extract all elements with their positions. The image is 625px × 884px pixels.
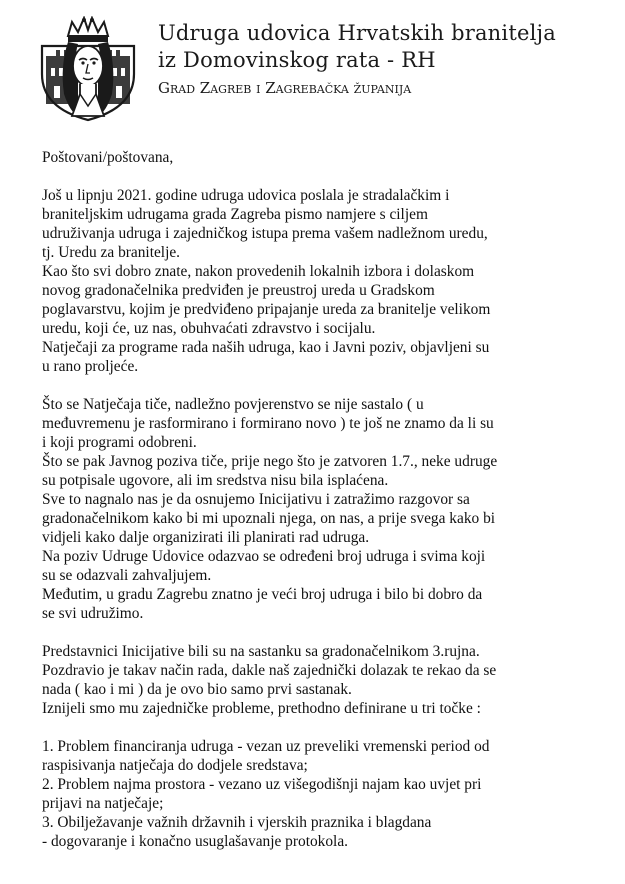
text-line: poglavarstvu, kojim je predviđeno pripajanje ureda za branitelje velikom [42,301,491,318]
text-line: i koji programi odobreni. [42,434,197,451]
text-line: međuvremenu je rasformirano i formirano novo ) te još ne znamo da li su [42,415,494,432]
text-line: novog gradonačelnika predviđen je preustroj ureda u Gradskom [42,282,435,299]
text-line: Što se Natječaja tiče, nadležno povjerenstvo se nije sastalo ( u [42,396,424,413]
text-line: se svi udružimo. [42,605,144,622]
org-name-line-2: iz Domovinskog rata - RH [158,48,436,72]
list-item: raspisivanja natječaja do dodjele sredstava; [42,757,308,774]
text-line: Iznijeli smo mu zajedničke probleme, prethodno definirane u tri točke : [42,700,481,717]
problem-list [42,737,602,851]
text-line: Natječaji za programe rada naših udruga, kao i Javni poziv, objavljeni su [42,339,490,356]
list-item: 1. Problem financiranja udruga - vezan uz preveliki vremenski period od [42,738,490,755]
letterhead [158,20,618,99]
paragraph-3 [42,642,602,718]
text-line: Predstavnici Inicijative bili su na sastanku sa gradonačelnikom 3.rujna. [42,643,480,660]
org-location: Grad Zagreb i Zagrebačka županija [158,79,412,97]
text-line: u rano proljeće. [42,358,139,375]
list-item: - dogovaranje i konačno usuglašavanje protokola. [42,833,349,850]
list-item: prijavi na natječaje; [42,795,164,812]
text-line: braniteljskim udrugama grada Zagreba pismo namjere s ciljem [42,206,428,223]
text-line: su se odazvali zahvaljujem. [42,567,212,584]
salutation: Poštovani/poštovana, [42,149,174,166]
text-line: Međutim, u gradu Zagrebu znatno je veći broj udruga i bilo bi dobro da [42,586,483,603]
text-line: Sve to nagnalo nas je da osnujemo Inicijativu i zatražimo razgovor sa [42,491,470,508]
text-line: Što se pak Javnog poziva tiče, prije nego što je zatvoren 1.7., neke udruge [42,453,498,470]
text-line: Još u lipnju 2021. godine udruga udovica poslala je stradalačkim i [42,187,450,204]
list-item: 3. Obilježavanje važnih državnih i vjerskih praznika i blagdana [42,814,432,831]
text-line: tj. Uredu za branitelje. [42,244,181,261]
paragraph-2 [42,395,602,623]
paragraph-1 [42,186,602,376]
text-line: Pozdravio je takav način rada, dakle naš zajednički dolazak te rekao da se [42,662,497,679]
crowned-head-shield-icon [34,16,142,124]
org-name-line-1: Udruga udovica Hrvatskih branitelja [158,21,556,45]
text-line: udruživanja udruga i zajedničkog istupa prema vašem nadležnom uredu, [42,225,488,242]
text-line: uredu, koji će, uz nas, obuhvaćati zdravstvo i socijalu. [42,320,376,337]
text-line: su potpisale ugovore, ali im sredstva nisu bila isplaćena. [42,472,389,489]
list-item: 2. Problem najma prostora - vezano uz višegodišnji najam kao uvjet pri [42,776,482,793]
text-line: nada ( kao i mi ) da je ovo bio samo prvi sastanak. [42,681,352,698]
text-line: vidjeli kako dalje organizirati ili planirati rad udruga. [42,529,370,546]
text-line: Na poziv Udruge Udovice odazvao se određeni broj udruga i svima koji [42,548,486,565]
text-line: gradonačelnikom kako bi mi upoznali njega, on nas, a prije svega kako bi [42,510,496,527]
letter-body [42,148,602,851]
text-line: Kao što svi dobro znate, nakon provedenih lokalnih izbora i dolaskom [42,263,475,280]
